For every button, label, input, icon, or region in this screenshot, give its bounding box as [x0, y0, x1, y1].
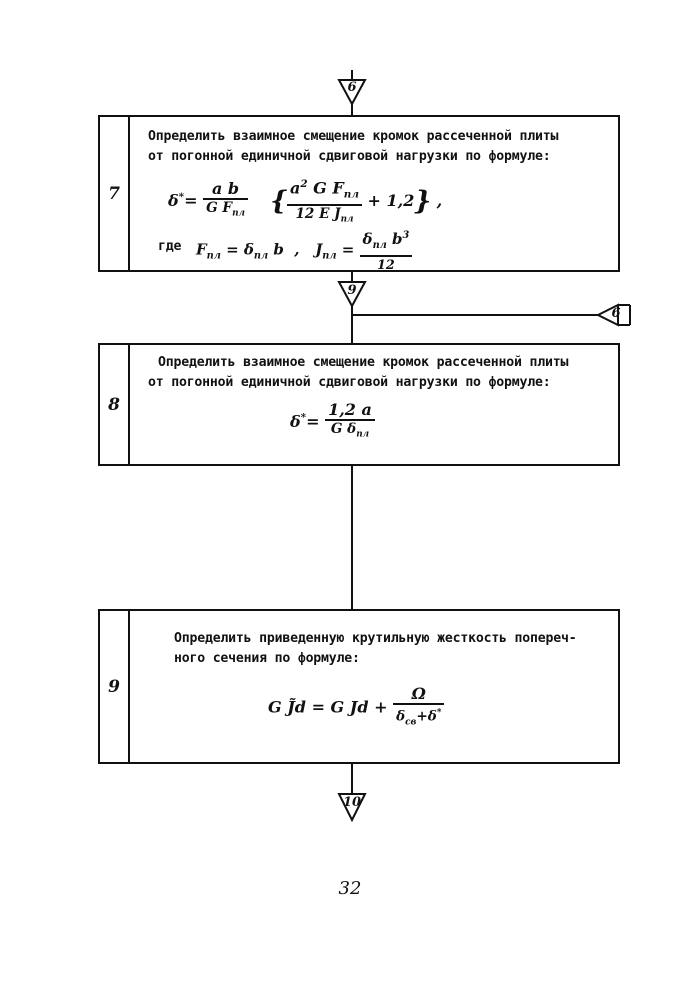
block-9-line1: Определить приведенную крутильную жесткость попереч-	[174, 631, 577, 646]
page-number: 32	[338, 878, 362, 899]
block-7-line1: Определить взаимное смещение кромок рассеченной плиты	[148, 129, 559, 144]
block-8-line1: Определить взаимное смещение кромок рассеченной плиты	[158, 355, 569, 370]
block-8	[98, 343, 620, 466]
block-7-where-formula: $F_{пл} = \delta_{пл}$ b , $J_{пл}$ = $\frac{\delta_{пл} b^3}{12}$	[196, 227, 412, 274]
block-9-formula: G J̃d = G Jd + $\frac{\Omega}{\delta_{св}+\delta^*}$	[268, 685, 444, 731]
block-7-where-label: где	[158, 239, 182, 254]
block-7	[98, 115, 620, 272]
block-8-number: 8	[100, 345, 130, 464]
connector-side-label: 6	[611, 306, 621, 321]
block-8-line2: от погонной единичной сдвиговой нагрузки по формуле:	[148, 375, 551, 390]
connector-9-label: 9	[347, 283, 357, 298]
block-9	[98, 609, 620, 764]
connector-top-label: 6	[347, 80, 357, 95]
block-7-number: 7	[100, 117, 130, 270]
block-9-number: 9	[100, 611, 130, 762]
block-9-line2: ного сечения по формуле:	[174, 651, 360, 666]
block-7-line2: от погонной единичной сдвиговой нагрузки по формуле:	[148, 149, 551, 164]
block-8-formula: δ*= $\frac{1,2 a}{G \delta_{пл}}$	[290, 401, 375, 444]
connector-bottom-label: 10	[342, 795, 362, 810]
block-7-formula: δ*= $\frac{\text{a b}}{G F_{пл}}$ { $\frac{a^2 G F_{пл}}{12 E J_{пл}}$ + 1,2} ,	[168, 175, 442, 228]
